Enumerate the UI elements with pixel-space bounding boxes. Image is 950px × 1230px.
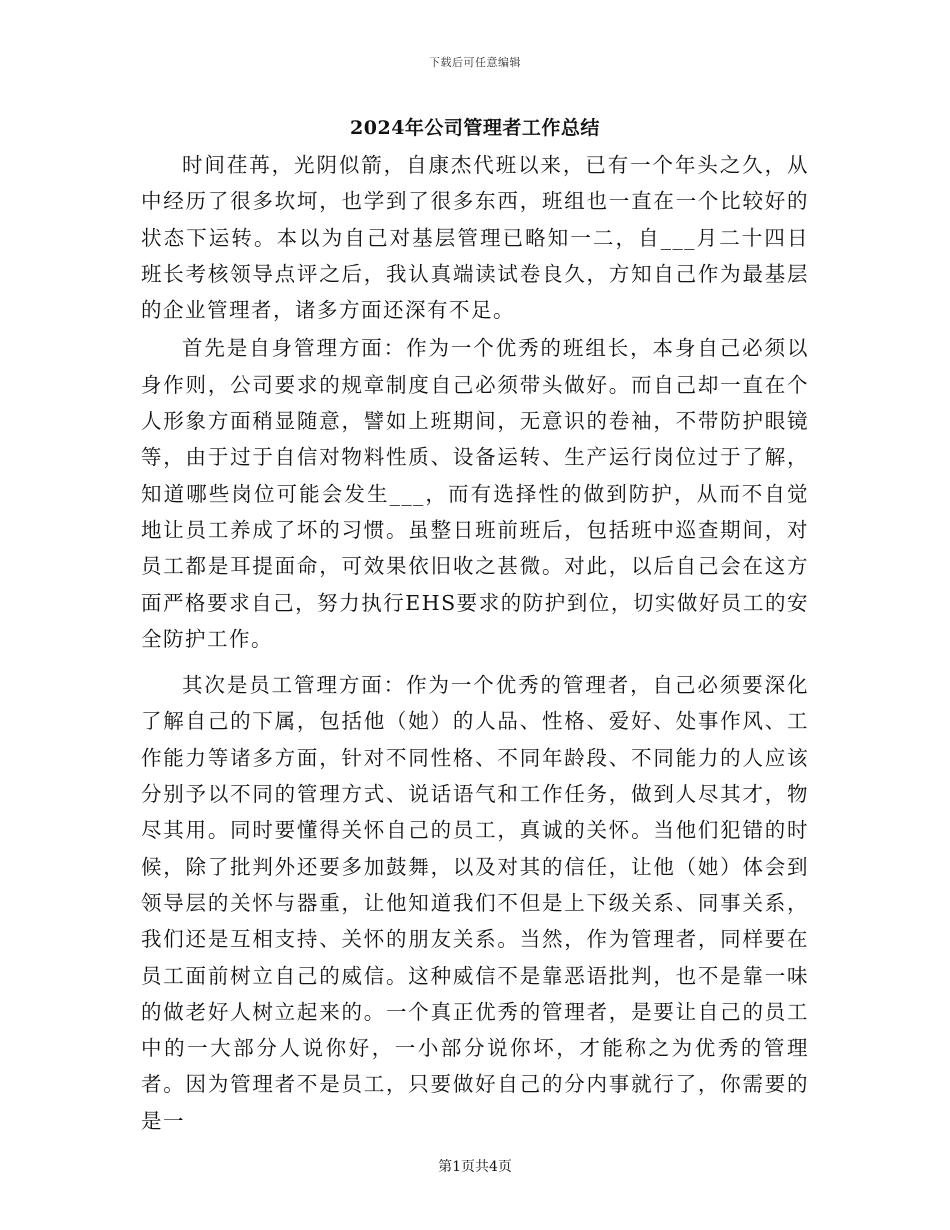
paragraph-intro: 时间荏苒，光阴似箭，自康杰代班以来，已有一个年头之久，从中经历了很多坎坷，也学到了很多东西，班组也一直在一个比较好的状态下运转。本以为自己对基层管理已略知一二，自___月二十四日班长考核领导点评之后，我认真端读试卷良久，方知自己作为最基层的企业管理者，诸多方面还深有不足。 <box>141 153 809 323</box>
page-number: 第1页共4页 <box>438 1159 512 1175</box>
paragraph-staff-management: 其次是员工管理方面：作为一个优秀的管理者，自己必须要深化了解自己的下属，包括他（她）的人品、性格、爱好、处事作风、工作能力等诸多方面，针对不同性格、不同年龄段、不同能力的人应该分别予以不同的管理方式、说话语气和工作任务，做到人尽其才，物尽其用。同时要懂得关怀自己的员工，真诚的关怀。当他们犯错的时候，除了批判外还要多加鼓舞，以及对其的信任，让他（她）体会到领导层的关怀与器重，让他知道我们不但是上下级关系、同事关系，我们还是互相支持、关怀的朋友关系。当然，作为管理者，同样要在员工面前树立自己的威信。这种威信不是靠恶语批判，也不是靠一味的做老好人树立起来的。一个真正优秀的管理者，是要让自己的员工中的一大部分人说你好，一小部分说你坏，才能称之为优秀的管理者。因为管理者不是员工，只要做好自己的分内事就行了，你需要的是一 <box>141 673 809 1133</box>
paragraph-self-management: 首先是自身管理方面：作为一个优秀的班组长，本身自己必须以身作则，公司要求的规章制度自己必须带头做好。而自己却一直在个人形象方面稍显随意，譬如上班期间，无意识的卷袖，不带防护眼镜等，由于过于自信对物料性质、设备运转、生产运行岗位过于了解，知道哪些岗位可能会发生___，而有选择性的做到防护，从而不自觉地让员工养成了坏的习惯。虽整日班前班后，包括班中巡查期间，对员工都是耳提面命，可效果依旧收之甚微。对此，以后自己会在这方面严格要求自己，努力执行EHS要求的防护到位，切实做好员工的安全防护工作。 <box>141 336 809 651</box>
page-header-note: 下载后可任意编辑 <box>429 56 521 69</box>
document-title: 2024年公司管理者工作总结 <box>350 117 600 139</box>
document-body <box>141 147 809 1139</box>
